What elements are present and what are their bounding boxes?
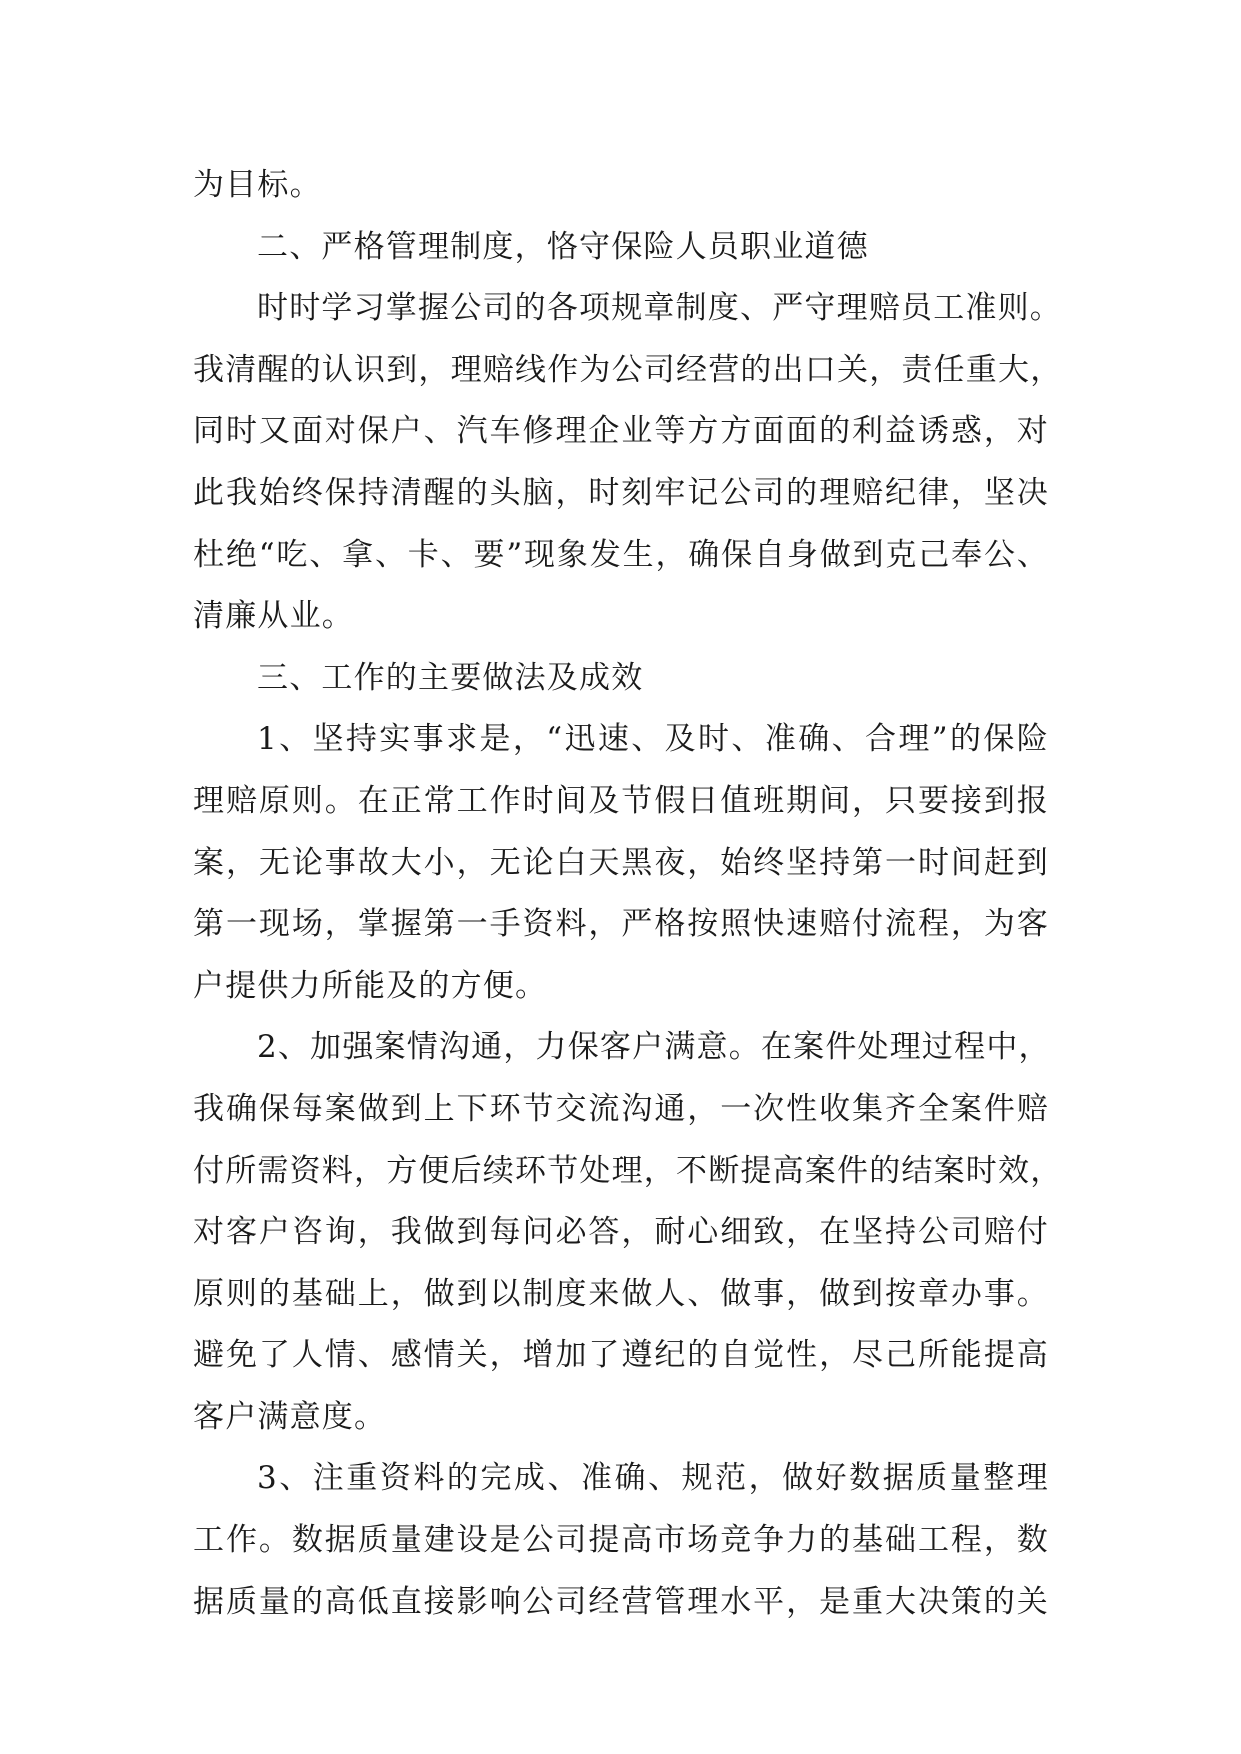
- text-line: 工作。数据质量建设是公司提高市场竞争力的基础工程，数: [193, 1522, 1049, 1559]
- text-line: 同时又面对保户、汽车修理企业等方方面面的利益诱惑，对: [193, 413, 1049, 450]
- text-line: 时时学习掌握公司的各项规章制度、严守理赔员工准则。: [257, 290, 1062, 327]
- text-line: 第一现场，掌握第一手资料，严格按照快速赔付流程，为客: [193, 906, 1049, 943]
- section-heading: 二、严格管理制度，恪守保险人员职业道德: [257, 228, 869, 265]
- text-line: 案，无论事故大小，无论白天黑夜，始终坚持第一时间赶到: [193, 844, 1049, 881]
- text-line: 1、坚持实事求是，“迅速、及时、准确、合理”的保险: [257, 721, 1049, 758]
- text-line: 为目标。: [193, 167, 322, 203]
- text-line: 付所需资料，方便后续环节处理，不断提高案件的结案时效，: [193, 1152, 1063, 1189]
- text-line: 此我始终保持清醒的头脑，时刻牢记公司的理赔纪律，坚决: [193, 474, 1049, 511]
- text-line: 据质量的高低直接影响公司经营管理水平，是重大决策的关: [193, 1583, 1049, 1620]
- text-line: 理赔原则。在正常工作时间及节假日值班期间，只要接到报: [193, 782, 1049, 819]
- text-line: 杜绝“吃、拿、卡、要”现象发生，确保自身做到克己奉公、: [193, 536, 1049, 573]
- text-line: 户提供力所能及的方便。: [193, 967, 548, 1004]
- section-heading: 三、工作的主要做法及成效: [257, 659, 644, 696]
- text-line: 客户满意度。: [193, 1398, 387, 1435]
- document-body: [193, 155, 1063, 1633]
- text-line: 避免了人情、感情关，增加了遵纪的自觉性，尽己所能提高: [193, 1337, 1049, 1374]
- text-line: 对客户咨询，我做到每问必答，耐心细致，在坚持公司赔付: [193, 1214, 1049, 1251]
- text-line: 我清醒的认识到，理赔线作为公司经营的出口关，责任重大，: [193, 351, 1063, 388]
- text-line: 3、注重资料的完成、准确、规范，做好数据质量整理: [257, 1460, 1049, 1497]
- text-line: 我确保每案做到上下环节交流沟通，一次性收集齐全案件赔: [193, 1090, 1049, 1127]
- text-line: 2、加强案情沟通，力保客户满意。在案件处理过程中，: [257, 1029, 1051, 1066]
- text-line: 清廉从业。: [193, 598, 354, 635]
- text-line: 原则的基础上，做到以制度来做人、做事，做到按章办事。: [193, 1275, 1049, 1312]
